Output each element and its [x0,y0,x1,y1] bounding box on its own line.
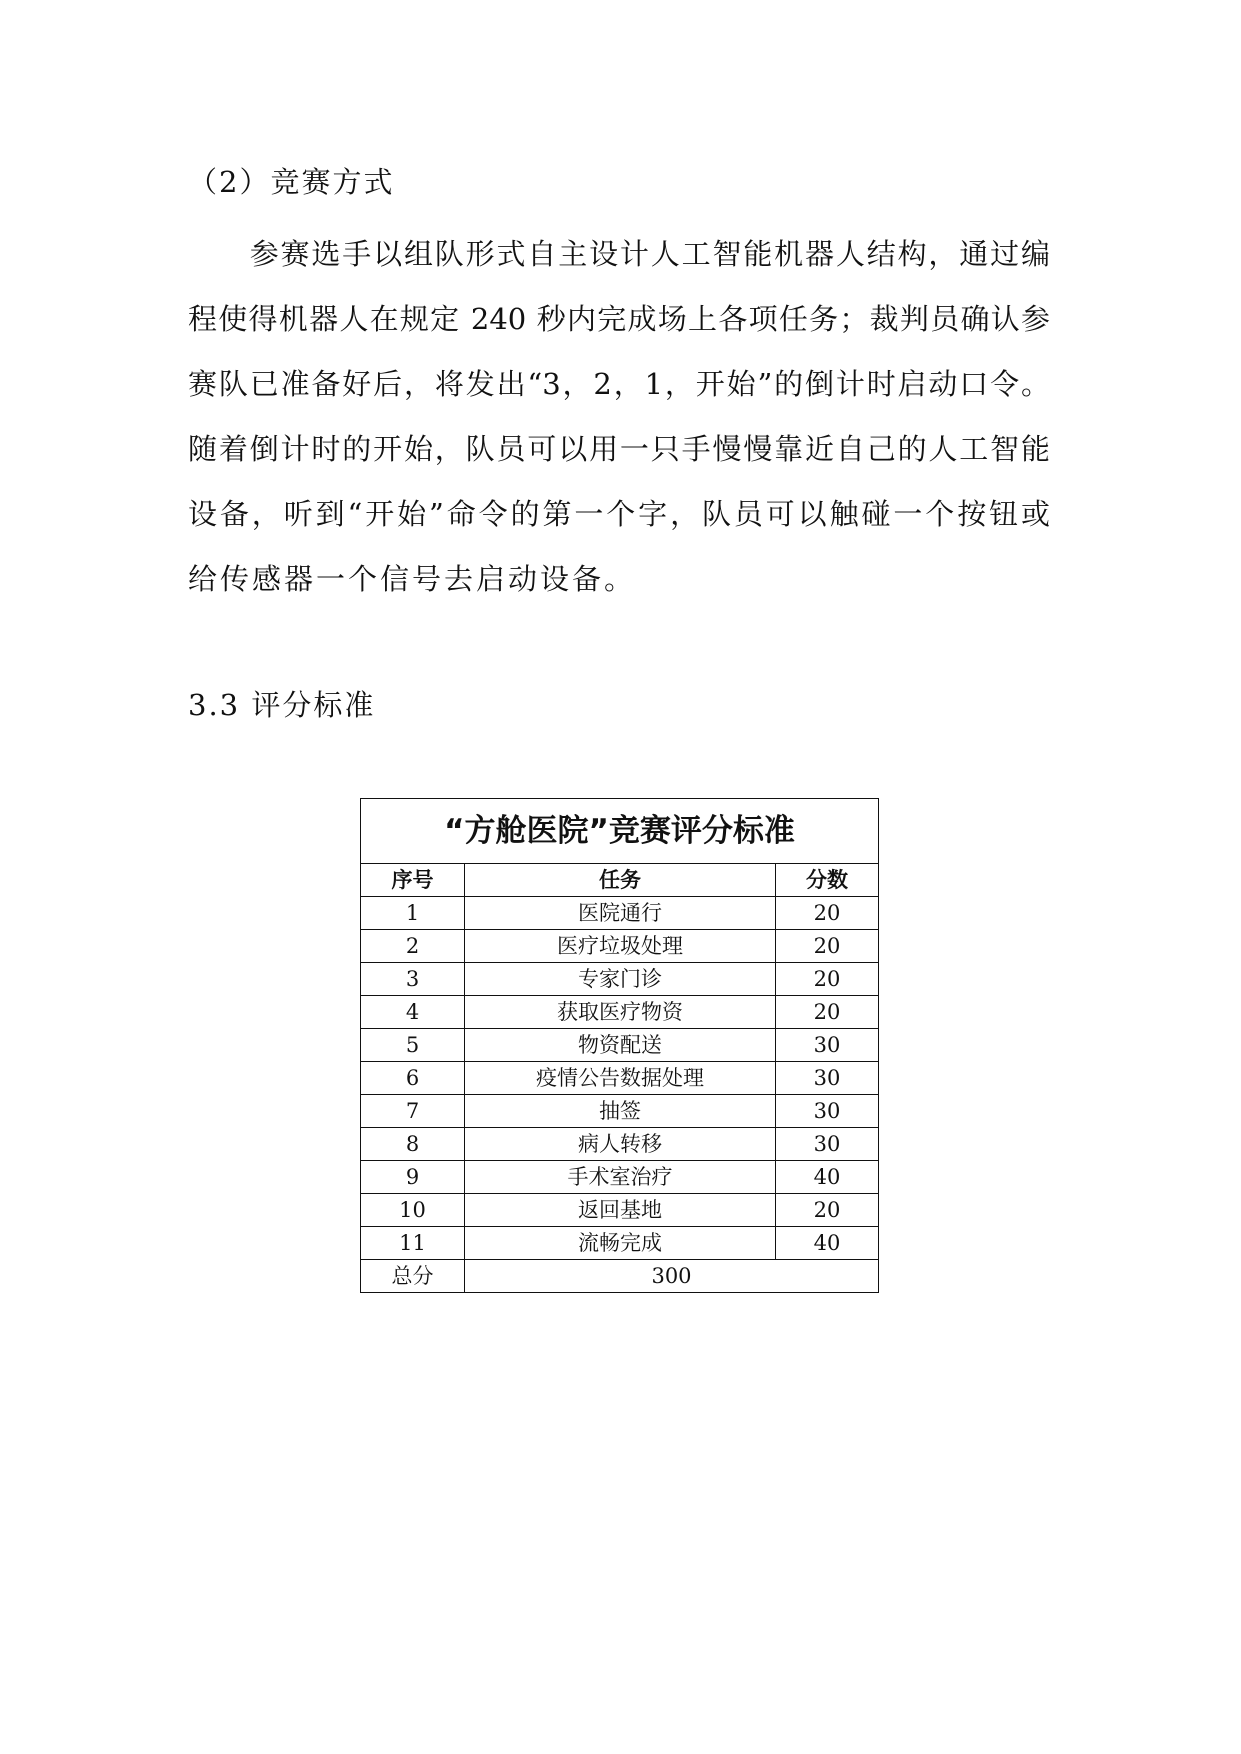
paragraph-line: 参赛选手以组队形式自主设计人工智能机器人结构，通过编 [188,237,1050,271]
table-row [361,963,879,996]
table-row [361,1095,879,1128]
header-number: 序号 [361,864,465,897]
header-score: 分数 [776,864,879,897]
table-row [361,996,879,1029]
paragraph-line: 给传感器一个信号去启动设备。 [188,562,637,596]
row-task: 返回基地 [465,1194,776,1227]
total-value: 300 [465,1260,879,1293]
row-score: 20 [776,930,879,963]
header-task: 任务 [465,864,776,897]
row-task: 手术室治疗 [465,1161,776,1194]
table-row [361,930,879,963]
row-task: 疫情公告数据处理 [465,1062,776,1095]
row-score: 30 [776,1128,879,1161]
row-score: 30 [776,1095,879,1128]
table-caption: “方舱医院”竞赛评分标准 [361,799,879,864]
row-task: 流畅完成 [465,1227,776,1260]
row-score: 40 [776,1161,879,1194]
paragraph-line: 程使得机器人在规定 240 秒内完成场上各项任务；裁判员确认参 [188,302,1050,336]
row-task: 医疗垃圾处理 [465,930,776,963]
total-label: 总分 [361,1260,465,1293]
paragraph-line: 随着倒计时的开始，队员可以用一只手慢慢靠近自己的人工智能 [188,432,1050,466]
row-number: 11 [361,1227,465,1260]
row-number: 8 [361,1128,465,1161]
row-number: 4 [361,996,465,1029]
row-score: 20 [776,897,879,930]
table-row [361,1161,879,1194]
competition-method-heading: （2）竞赛方式 [188,165,395,199]
scoring-standard-title: 3.3 评分标准 [188,688,376,722]
row-score: 20 [776,1194,879,1227]
row-task: 病人转移 [465,1128,776,1161]
row-task: 物资配送 [465,1029,776,1062]
scoring-table [360,798,879,1293]
table-row [361,1194,879,1227]
row-number: 1 [361,897,465,930]
row-score: 30 [776,1062,879,1095]
row-score: 20 [776,963,879,996]
row-number: 5 [361,1029,465,1062]
paragraph-line: 赛队已准备好后，将发出“3，2，1，开始”的倒计时启动口令。 [188,367,1050,401]
table-total-row [361,1260,879,1293]
table-row [361,1062,879,1095]
row-task: 医院通行 [465,897,776,930]
row-score: 30 [776,1029,879,1062]
table-row [361,1128,879,1161]
table-row [361,1227,879,1260]
row-number: 3 [361,963,465,996]
row-number: 9 [361,1161,465,1194]
row-number: 2 [361,930,465,963]
row-task: 抽签 [465,1095,776,1128]
row-number: 10 [361,1194,465,1227]
row-score: 40 [776,1227,879,1260]
table-caption-row [361,799,879,864]
row-score: 20 [776,996,879,1029]
row-number: 7 [361,1095,465,1128]
row-task: 专家门诊 [465,963,776,996]
table-row [361,897,879,930]
row-task: 获取医疗物资 [465,996,776,1029]
paragraph-line: 设备，听到“开始”命令的第一个字，队员可以触碰一个按钮或 [188,497,1050,531]
table-row [361,1029,879,1062]
row-number: 6 [361,1062,465,1095]
table-header-row [361,864,879,897]
